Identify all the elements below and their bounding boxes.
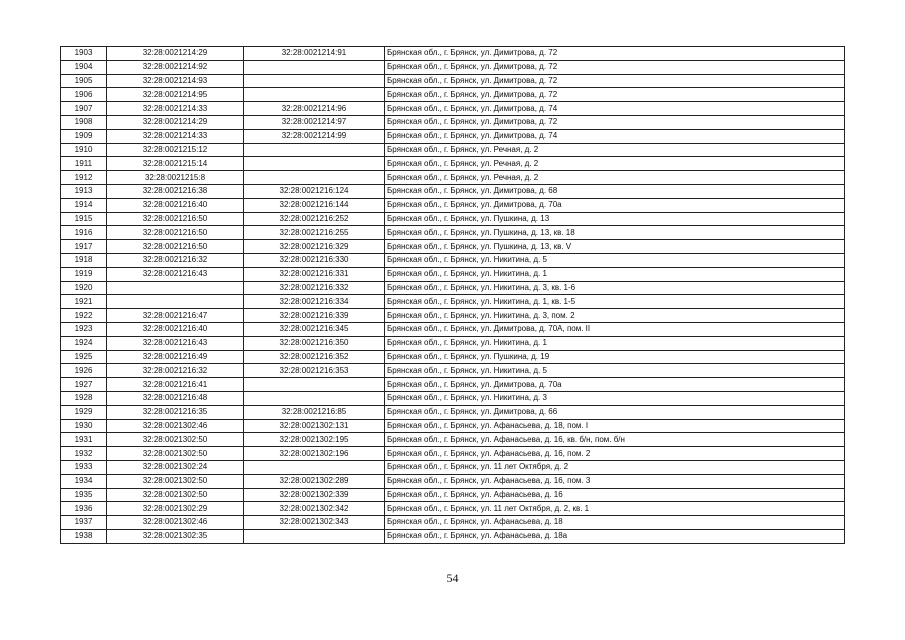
cadastral-number-cell: 32:28:0021216:47 [107,309,244,323]
object-cadastral-number-cell: 32:28:0021214:91 [244,47,385,61]
row-number-cell: 1904 [61,60,107,74]
table-row [61,60,845,74]
table-row [61,378,845,392]
address-cell: Брянская обл., г. Брянск, ул. Афанасьева, д. 18а [385,529,845,543]
table-row [61,529,845,543]
object-cadastral-number-cell: 32:28:0021216:255 [244,226,385,240]
row-number-cell: 1912 [61,171,107,185]
row-number-cell: 1914 [61,198,107,212]
object-cadastral-number-cell: 32:28:0021214:99 [244,129,385,143]
object-cadastral-number-cell [244,60,385,74]
object-cadastral-number-cell [244,143,385,157]
table-row [61,212,845,226]
cadastral-number-cell: 32:28:0021216:32 [107,253,244,267]
object-cadastral-number-cell: 32:28:0021214:97 [244,115,385,129]
table-row [61,74,845,88]
row-number-cell: 1908 [61,115,107,129]
address-cell: Брянская обл., г. Брянск, ул. Димитрова, д. 72 [385,115,845,129]
object-cadastral-number-cell: 32:28:0021302:339 [244,488,385,502]
cadastral-number-cell: 32:28:0021302:29 [107,502,244,516]
table-body [61,47,845,544]
row-number-cell: 1927 [61,378,107,392]
table-row [61,419,845,433]
table-row [61,157,845,171]
object-cadastral-number-cell [244,460,385,474]
cadastral-table [60,46,845,544]
row-number-cell: 1933 [61,460,107,474]
row-number-cell: 1937 [61,516,107,530]
table-row [61,281,845,295]
table-row [61,143,845,157]
table-row [61,267,845,281]
row-number-cell: 1928 [61,391,107,405]
address-cell: Брянская обл., г. Брянск, ул. Никитина, д. 1 [385,336,845,350]
object-cadastral-number-cell [244,171,385,185]
table-row [61,502,845,516]
row-number-cell: 1916 [61,226,107,240]
address-cell: Брянская обл., г. Брянск, ул. Никитина, д. 1, кв. 1-5 [385,295,845,309]
address-cell: Брянская обл., г. Брянск, ул. Никитина, д. 3, пом. 2 [385,309,845,323]
object-cadastral-number-cell: 32:28:0021302:343 [244,516,385,530]
address-cell: Брянская обл., г. Брянск, ул. Димитрова, д. 72 [385,60,845,74]
table-row [61,198,845,212]
address-cell: Брянская обл., г. Брянск, ул. Димитрова, д. 70а [385,198,845,212]
address-cell: Брянская обл., г. Брянск, ул. Афанасьева, д. 16, кв. б/н, пом. б/н [385,433,845,447]
table-row [61,336,845,350]
cadastral-number-cell: 32:28:0021214:95 [107,88,244,102]
table-row [61,391,845,405]
address-cell: Брянская обл., г. Брянск, ул. Пушкина, д. 13, кв. V [385,240,845,254]
table-row [61,488,845,502]
cadastral-number-cell: 32:28:0021302:46 [107,419,244,433]
object-cadastral-number-cell: 32:28:0021216:339 [244,309,385,323]
address-cell: Брянская обл., г. Брянск, ул. Димитрова, д. 74 [385,102,845,116]
table-row [61,309,845,323]
address-cell: Брянская обл., г. Брянск, ул. Афанасьева, д. 16 [385,488,845,502]
address-cell: Брянская обл., г. Брянск, ул. Никитина, д. 3, кв. 1-6 [385,281,845,295]
object-cadastral-number-cell [244,74,385,88]
cadastral-number-cell: 32:28:0021216:38 [107,184,244,198]
cadastral-number-cell: 32:28:0021214:93 [107,74,244,88]
cadastral-number-cell: 32:28:0021216:35 [107,405,244,419]
address-cell: Брянская обл., г. Брянск, ул. Пушкина, д. 13 [385,212,845,226]
table-row [61,253,845,267]
row-number-cell: 1924 [61,336,107,350]
row-number-cell: 1930 [61,419,107,433]
object-cadastral-number-cell [244,391,385,405]
row-number-cell: 1929 [61,405,107,419]
cadastral-number-cell: 32:28:0021216:43 [107,267,244,281]
row-number-cell: 1935 [61,488,107,502]
row-number-cell: 1936 [61,502,107,516]
object-cadastral-number-cell: 32:28:0021214:96 [244,102,385,116]
table-row [61,102,845,116]
row-number-cell: 1913 [61,184,107,198]
cadastral-number-cell: 32:28:0021214:33 [107,129,244,143]
cadastral-number-cell: 32:28:0021216:41 [107,378,244,392]
cadastral-number-cell: 32:28:0021216:43 [107,336,244,350]
object-cadastral-number-cell: 32:28:0021216:353 [244,364,385,378]
table-row [61,433,845,447]
row-number-cell: 1925 [61,350,107,364]
object-cadastral-number-cell: 32:28:0021302:196 [244,447,385,461]
address-cell: Брянская обл., г. Брянск, ул. Афанасьева, д. 16, пом. 3 [385,474,845,488]
table-row [61,88,845,102]
cadastral-number-cell: 32:28:0021216:32 [107,364,244,378]
address-cell: Брянская обл., г. Брянск, ул. Димитрова, д. 72 [385,88,845,102]
object-cadastral-number-cell: 32:28:0021216:332 [244,281,385,295]
object-cadastral-number-cell: 32:28:0021302:131 [244,419,385,433]
cadastral-number-cell: 32:28:0021216:50 [107,240,244,254]
table-row [61,474,845,488]
cadastral-number-cell: 32:28:0021216:48 [107,391,244,405]
row-number-cell: 1934 [61,474,107,488]
cadastral-number-cell: 32:28:0021215:8 [107,171,244,185]
table-row [61,226,845,240]
object-cadastral-number-cell [244,529,385,543]
address-cell: Брянская обл., г. Брянск, ул. Речная, д. 2 [385,157,845,171]
row-number-cell: 1909 [61,129,107,143]
row-number-cell: 1918 [61,253,107,267]
row-number-cell: 1910 [61,143,107,157]
object-cadastral-number-cell: 32:28:0021216:330 [244,253,385,267]
cadastral-number-cell: 32:28:0021216:49 [107,350,244,364]
table-row [61,47,845,61]
object-cadastral-number-cell [244,378,385,392]
table-row [61,171,845,185]
object-cadastral-number-cell: 32:28:0021216:331 [244,267,385,281]
cadastral-number-cell: 32:28:0021214:29 [107,115,244,129]
row-number-cell: 1919 [61,267,107,281]
row-number-cell: 1903 [61,47,107,61]
row-number-cell: 1906 [61,88,107,102]
row-number-cell: 1905 [61,74,107,88]
cadastral-number-cell: 32:28:0021302:46 [107,516,244,530]
object-cadastral-number-cell: 32:28:0021302:342 [244,502,385,516]
address-cell: Брянская обл., г. Брянск, ул. Никитина, д. 5 [385,364,845,378]
row-number-cell: 1931 [61,433,107,447]
row-number-cell: 1922 [61,309,107,323]
object-cadastral-number-cell: 32:28:0021216:329 [244,240,385,254]
address-cell: Брянская обл., г. Брянск, ул. Димитрова, д. 70а [385,378,845,392]
table-row [61,184,845,198]
cadastral-number-cell: 32:28:0021214:33 [107,102,244,116]
row-number-cell: 1920 [61,281,107,295]
address-cell: Брянская обл., г. Брянск, ул. Никитина, д. 5 [385,253,845,267]
address-cell: Брянская обл., г. Брянск, ул. 11 лет Октября, д. 2, кв. 1 [385,502,845,516]
address-cell: Брянская обл., г. Брянск, ул. Афанасьева, д. 18, пом. I [385,419,845,433]
object-cadastral-number-cell: 32:28:0021216:350 [244,336,385,350]
address-cell: Брянская обл., г. Брянск, ул. Димитрова, д. 68 [385,184,845,198]
row-number-cell: 1915 [61,212,107,226]
object-cadastral-number-cell [244,157,385,171]
address-cell: Брянская обл., г. Брянск, ул. Димитрова, д. 74 [385,129,845,143]
cadastral-number-cell: 32:28:0021216:50 [107,212,244,226]
table-row [61,350,845,364]
cadastral-number-cell: 32:28:0021214:29 [107,47,244,61]
row-number-cell: 1923 [61,322,107,336]
cadastral-number-cell: 32:28:0021216:50 [107,226,244,240]
object-cadastral-number-cell: 32:28:0021216:85 [244,405,385,419]
cadastral-number-cell [107,295,244,309]
object-cadastral-number-cell: 32:28:0021302:195 [244,433,385,447]
address-cell: Брянская обл., г. Брянск, ул. Речная, д. 2 [385,171,845,185]
table-row [61,460,845,474]
row-number-cell: 1926 [61,364,107,378]
table-row [61,322,845,336]
object-cadastral-number-cell [244,88,385,102]
address-cell: Брянская обл., г. Брянск, ул. Никитина, д. 3 [385,391,845,405]
cadastral-number-cell: 32:28:0021216:40 [107,322,244,336]
object-cadastral-number-cell: 32:28:0021302:289 [244,474,385,488]
cadastral-number-cell: 32:28:0021216:40 [107,198,244,212]
cadastral-number-cell: 32:28:0021214:92 [107,60,244,74]
address-cell: Брянская обл., г. Брянск, ул. Пушкина, д. 19 [385,350,845,364]
address-cell: Брянская обл., г. Брянск, ул. Афанасьева, д. 16, пом. 2 [385,447,845,461]
row-number-cell: 1917 [61,240,107,254]
address-cell: Брянская обл., г. Брянск, ул. Димитрова, д. 72 [385,47,845,61]
table-row [61,516,845,530]
address-cell: Брянская обл., г. Брянск, ул. Речная, д. 2 [385,143,845,157]
table-row [61,129,845,143]
table-row [61,115,845,129]
row-number-cell: 1932 [61,447,107,461]
address-cell: Брянская обл., г. Брянск, ул. Пушкина, д. 13, кв. 18 [385,226,845,240]
table-row [61,240,845,254]
table-row [61,364,845,378]
object-cadastral-number-cell: 32:28:0021216:252 [244,212,385,226]
address-cell: Брянская обл., г. Брянск, ул. 11 лет Октября, д. 2 [385,460,845,474]
row-number-cell: 1921 [61,295,107,309]
cadastral-number-cell: 32:28:0021215:12 [107,143,244,157]
page-number: 54 [446,571,459,585]
address-cell: Брянская обл., г. Брянск, ул. Димитрова, д. 66 [385,405,845,419]
row-number-cell: 1907 [61,102,107,116]
object-cadastral-number-cell: 32:28:0021216:144 [244,198,385,212]
table-row [61,405,845,419]
row-number-cell: 1911 [61,157,107,171]
object-cadastral-number-cell: 32:28:0021216:334 [244,295,385,309]
row-number-cell: 1938 [61,529,107,543]
cadastral-number-cell: 32:28:0021302:50 [107,447,244,461]
cadastral-number-cell [107,281,244,295]
object-cadastral-number-cell: 32:28:0021216:345 [244,322,385,336]
address-cell: Брянская обл., г. Брянск, ул. Димитрова, д. 72 [385,74,845,88]
object-cadastral-number-cell: 32:28:0021216:124 [244,184,385,198]
cadastral-number-cell: 32:28:0021302:35 [107,529,244,543]
cadastral-number-cell: 32:28:0021215:14 [107,157,244,171]
object-cadastral-number-cell: 32:28:0021216:352 [244,350,385,364]
cadastral-number-cell: 32:28:0021302:24 [107,460,244,474]
table-row [61,295,845,309]
address-cell: Брянская обл., г. Брянск, ул. Никитина, д. 1 [385,267,845,281]
table-row [61,447,845,461]
address-cell: Брянская обл., г. Брянск, ул. Афанасьева, д. 18 [385,516,845,530]
cadastral-number-cell: 32:28:0021302:50 [107,433,244,447]
address-cell: Брянская обл., г. Брянск, ул. Димитрова, д. 70А, пом. II [385,322,845,336]
cadastral-number-cell: 32:28:0021302:50 [107,474,244,488]
cadastral-number-cell: 32:28:0021302:50 [107,488,244,502]
